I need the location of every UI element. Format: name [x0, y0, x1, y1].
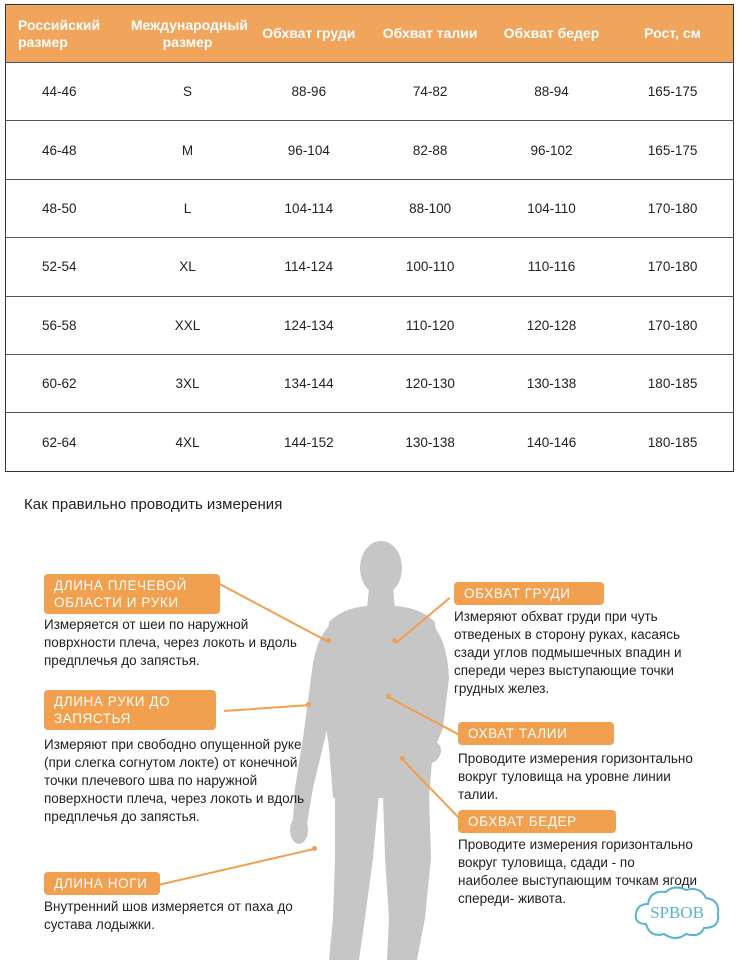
leg-length-desc: Внутренний шов измеряется от паха до сустава лодыжки. [44, 899, 293, 932]
marker-dot-leg [312, 846, 317, 851]
cell: 60-62 [6, 354, 127, 412]
cell: 4XL [127, 413, 248, 471]
chest-girth-tag: ОБХВАТ ГРУДИ [454, 582, 604, 605]
table-row [6, 296, 734, 354]
table-row [6, 63, 734, 121]
watermark-text: SPBOB [650, 903, 704, 922]
cell: 114-124 [248, 238, 369, 296]
table-row [6, 413, 734, 471]
header-hips: Обхват бедер [491, 5, 612, 63]
cell: 130-138 [491, 354, 612, 412]
cell: 134-144 [248, 354, 369, 412]
cell: 180-185 [612, 413, 733, 471]
cloud-badge-icon [630, 880, 724, 946]
cell: S [127, 63, 248, 121]
cell: 110-116 [491, 238, 612, 296]
cell: 120-130 [369, 354, 490, 412]
shoulder-arm-length-desc: Измеряется от шеи по наружной поврхности плеча, через локоть и вдоль предплечья до запястья. [44, 617, 297, 668]
table-row [6, 121, 734, 179]
cell: M [127, 121, 248, 179]
cell: 165-175 [612, 121, 733, 179]
cell: 96-104 [248, 121, 369, 179]
cell: 140-146 [491, 413, 612, 471]
size-chart-table [5, 4, 734, 472]
spbob-watermark-logo [630, 880, 724, 946]
cell: 52-54 [6, 238, 127, 296]
cell: 170-180 [612, 179, 733, 237]
hip-girth-desc: Проводите измерения горизонтально вокруг туловища, сдади - по наиболее выступающим точкам ягоди спереди- живота. [458, 837, 698, 906]
table-header-row [6, 5, 734, 63]
header-height: Рост, см [612, 5, 733, 63]
header-waist: Обхват талии [369, 5, 490, 63]
cell: 130-138 [369, 413, 490, 471]
marker-dot-hips [400, 756, 405, 761]
header-chest: Обхват груди [248, 5, 369, 63]
table-row [6, 179, 734, 237]
marker-dot-chest [392, 638, 397, 643]
cell: 82-88 [369, 121, 490, 179]
cell: 104-114 [248, 179, 369, 237]
chest-girth-desc: Измеряют обхват груди при чуть отведеных в сторону руках, касаясь сзади углов подмышечных впадин и спереди через выступающие точки грудных желез. [454, 609, 682, 696]
cell: 124-134 [248, 296, 369, 354]
marker-dot-arm [306, 702, 311, 707]
cell: 3XL [127, 354, 248, 412]
cell: 96-102 [491, 121, 612, 179]
cell: 74-82 [369, 63, 490, 121]
cell: 88-94 [491, 63, 612, 121]
cell: 120-128 [491, 296, 612, 354]
cell: 165-175 [612, 63, 733, 121]
cell: 44-46 [6, 63, 127, 121]
cell: 88-100 [369, 179, 490, 237]
cell: 46-48 [6, 121, 127, 179]
cell: 88-96 [248, 63, 369, 121]
marker-dot-waist [386, 694, 391, 699]
cell: 180-185 [612, 354, 733, 412]
cell: 110-120 [369, 296, 490, 354]
cell: XXL [127, 296, 248, 354]
cell: 170-180 [612, 238, 733, 296]
header-ru-size: Российский размер [6, 5, 127, 63]
table-row [6, 238, 734, 296]
leg-length-tag: ДЛИНА НОГИ [44, 872, 160, 895]
cell: 144-152 [248, 413, 369, 471]
measurement-heading: Как правильно проводить измерения [24, 496, 283, 513]
arm-to-wrist-length-tag: ДЛИНА РУКИ ДО ЗАПЯСТЬЯ [44, 690, 216, 730]
waist-girth-desc: Проводите измерения горизонтально вокруг туловища на уровне линии талии. [458, 751, 693, 802]
cell: 104-110 [491, 179, 612, 237]
header-intl-size: Международный размер [127, 5, 248, 63]
cell: 48-50 [6, 179, 127, 237]
hip-girth-tag: ОБХВАТ БЕДЕР [458, 810, 616, 833]
marker-dot-shoulder [326, 638, 331, 643]
shoulder-arm-length-tag: ДЛИНА ПЛЕЧЕВОЙ ОБЛАСТИ И РУКИ [44, 574, 220, 614]
cell: 100-110 [369, 238, 490, 296]
cell: L [127, 179, 248, 237]
cell: 170-180 [612, 296, 733, 354]
cell: 62-64 [6, 413, 127, 471]
cell: 56-58 [6, 296, 127, 354]
table-row [6, 354, 734, 412]
waist-girth-tag: ОХВАТ ТАЛИИ [458, 722, 614, 745]
arm-to-wrist-length-desc: Измеряют при свободно опущенной руке (при слегка согнутом локте) от конечной точки плечевого шва по наружной поверхности плеча, через локоть и вдоль предплечья до запястья. [44, 737, 305, 824]
cell: XL [127, 238, 248, 296]
